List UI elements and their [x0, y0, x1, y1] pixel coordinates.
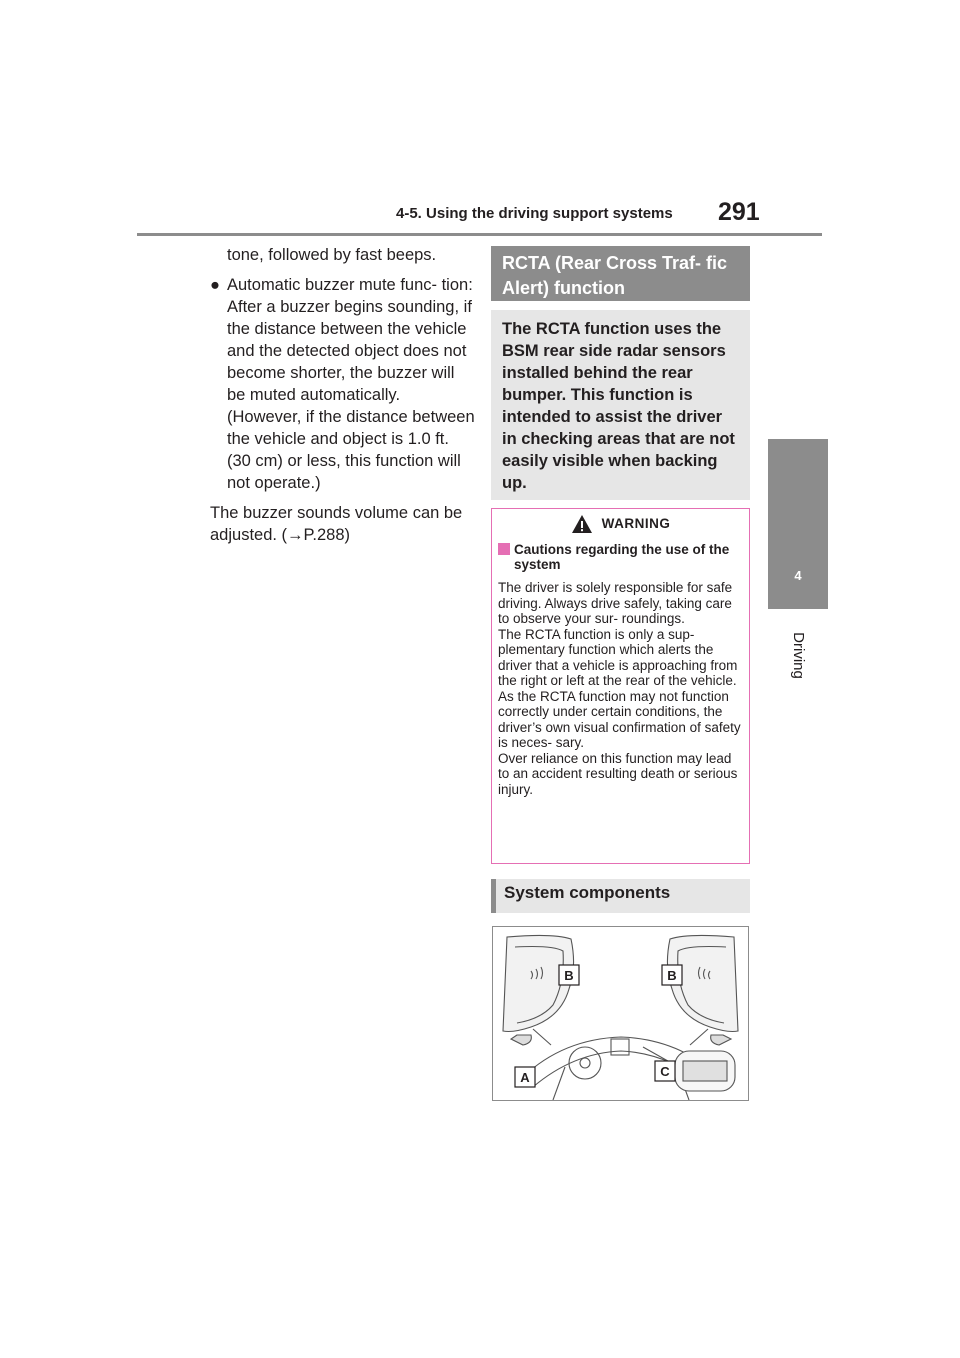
label-a-box: [515, 1067, 535, 1087]
section-header: 4-5. Using the driving support systems: [396, 205, 673, 222]
label-a: A: [520, 1070, 530, 1085]
label-c: C: [660, 1064, 670, 1079]
system-components-illustration: [492, 926, 749, 1101]
warning-box: [491, 508, 750, 864]
rcta-intro: The RCTA function uses the BSM rear side radar sensors installed behind the rear bumper. This function is intended to assist the driver in checking areas that are not easily visible when backing up.: [491, 310, 750, 500]
bullet-text: Automatic buzzer mute func- tion: After a buzzer begins sounding, if the distance between the vehicle and the detected object does not become shorter, the buzzer will be muted automatically. (However, if the distance between the vehicle and object is 1.0 ft. (30 cm) or less, this function will not operate.): [227, 276, 475, 492]
chapter-label: Driving: [789, 631, 807, 679]
dashboard-illustration: [493, 927, 748, 1100]
bullet-dot-icon: ●: [210, 276, 220, 294]
label-c-box: [655, 1061, 675, 1081]
label-b-right-box: [662, 965, 682, 985]
warning-body: [492, 572, 749, 797]
label-b-left-box: [559, 965, 579, 985]
bullet-item: [210, 274, 475, 494]
system-components-heading: System components: [491, 879, 750, 913]
label-b-right: B: [667, 968, 677, 983]
chapter-label-box: [779, 615, 817, 695]
page-number: 291: [718, 198, 760, 226]
chapter-tab: [768, 439, 828, 609]
chapter-number: 4: [794, 568, 802, 583]
rcta-heading: RCTA (Rear Cross Traf- fic Alert) function: [491, 246, 750, 301]
square-bullet-icon: [498, 543, 510, 555]
adjust-paragraph: The buzzer sounds volume can be adjusted. (→P.288): [210, 504, 463, 544]
continued-text: tone, followed by fast beeps.: [227, 246, 437, 264]
left-column: [210, 244, 475, 546]
warning-paragraph: The driver is solely responsible for safe driving. Always drive safely, taking care to observe your sur- roundings.: [498, 580, 733, 626]
warning-subheading-text: Cautions regarding the use of the system: [514, 542, 730, 572]
warning-header: [492, 509, 749, 538]
warning-paragraph: As the RCTA function may not function correctly under certain conditions, the driver’s own visual confirmation of safety is neces- sary.: [498, 688, 741, 750]
label-b-left: B: [564, 968, 574, 983]
warning-triangle-icon: [571, 514, 593, 534]
warning-title: WARNING: [601, 516, 671, 531]
warning-subheading: [492, 538, 749, 572]
warning-paragraph: Over reliance on this function may lead to an accident resulting death or serious injury.: [498, 750, 738, 797]
warning-paragraph: The RCTA function is only a sup- plementary function which alerts the driver that a vehicle is approaching from the right or left at the rear of the vehicle.: [498, 626, 738, 688]
header-rule: [137, 233, 822, 236]
